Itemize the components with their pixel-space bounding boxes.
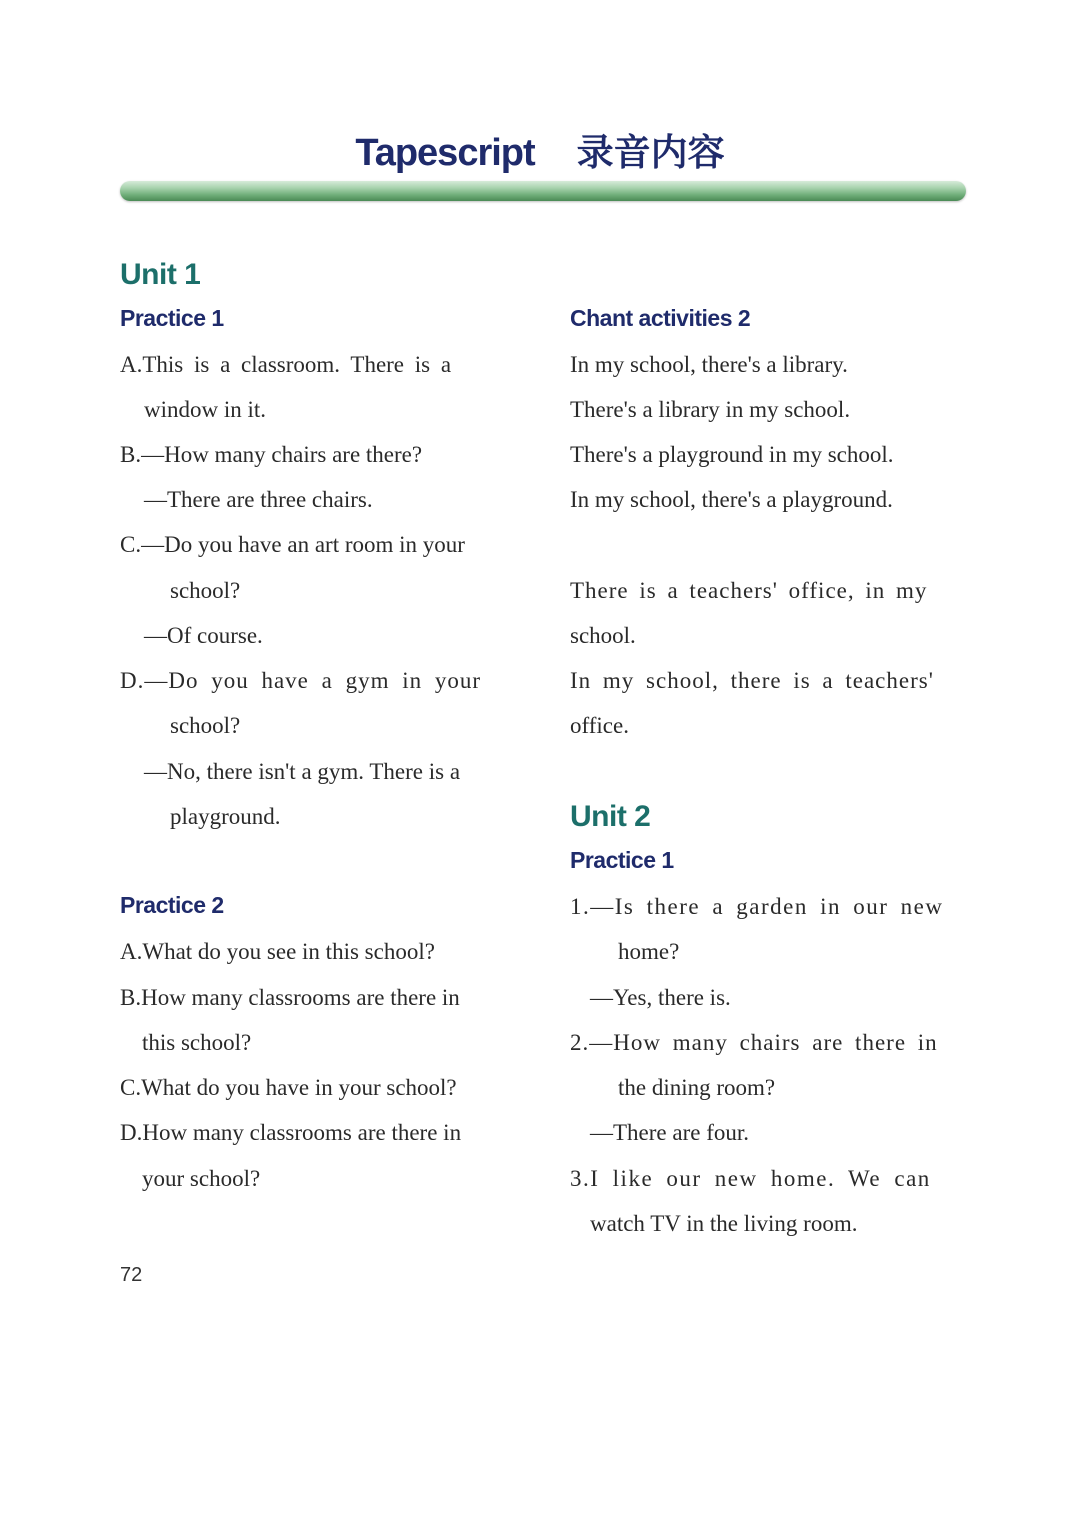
text-line: your school? — [142, 1166, 261, 1191]
text-line: B.How many classrooms are there in — [120, 985, 460, 1010]
chant-activities-heading: Chant activities 2 — [570, 305, 751, 331]
text-line: —Of course. — [144, 623, 263, 648]
unit-1-heading: Unit 1 — [120, 258, 201, 291]
text-line: —There are three chairs. — [144, 487, 373, 512]
text-line: In my school, there's a playground. — [570, 487, 893, 512]
text-line: 2.—How many chairs are there in — [570, 1030, 938, 1055]
text-line: this school? — [142, 1030, 252, 1055]
page-number: 72 — [120, 1264, 143, 1286]
text-line: There's a playground in my school. — [570, 442, 894, 467]
page-title: Tapescript — [355, 132, 535, 174]
text-line: C.What do you have in your school? — [120, 1075, 457, 1100]
text-line: school? — [170, 713, 241, 738]
text-line: —No, there isn't a gym. There is a — [144, 759, 461, 784]
text-line: school? — [170, 578, 241, 603]
text-line: B.—How many chairs are there? — [120, 442, 423, 467]
text-line: In my school, there's a library. — [570, 352, 848, 377]
practice-1-heading: Practice 1 — [120, 305, 224, 331]
text-line: playground. — [170, 804, 281, 829]
practice-2-heading: Practice 2 — [120, 892, 224, 918]
text-line: There is a teachers' office, in my — [570, 578, 928, 603]
text-line: C.—Do you have an art room in your — [120, 532, 465, 557]
text-line: office. — [570, 713, 629, 738]
text-line: 3.I like our new home. We can — [570, 1166, 931, 1191]
page-header — [0, 122, 1080, 176]
text-line: window in it. — [144, 397, 267, 422]
text-line: the dining room? — [618, 1075, 776, 1100]
page-title-chinese: 录音内容 — [576, 130, 725, 174]
text-line: watch TV in the living room. — [590, 1211, 858, 1236]
text-line: A.This is a classroom. There is a — [120, 352, 452, 377]
text-line: In my school, there is a teachers' — [570, 668, 934, 693]
text-line: D.—Do you have a gym in your — [120, 668, 482, 693]
text-line: D.How many classrooms are there in — [120, 1120, 462, 1145]
text-line: A.What do you see in this school? — [120, 939, 435, 964]
unit-2-practice-1-heading: Practice 1 — [570, 847, 674, 873]
unit-2-heading: Unit 2 — [570, 800, 651, 833]
text-line: —Yes, there is. — [590, 985, 731, 1010]
text-line: home? — [618, 939, 680, 964]
title-divider-bar — [120, 181, 966, 201]
text-line: 1.—Is there a garden in our new — [570, 894, 944, 919]
text-line: There's a library in my school. — [570, 397, 851, 422]
text-line: —There are four. — [590, 1120, 750, 1145]
text-line: school. — [570, 623, 636, 648]
